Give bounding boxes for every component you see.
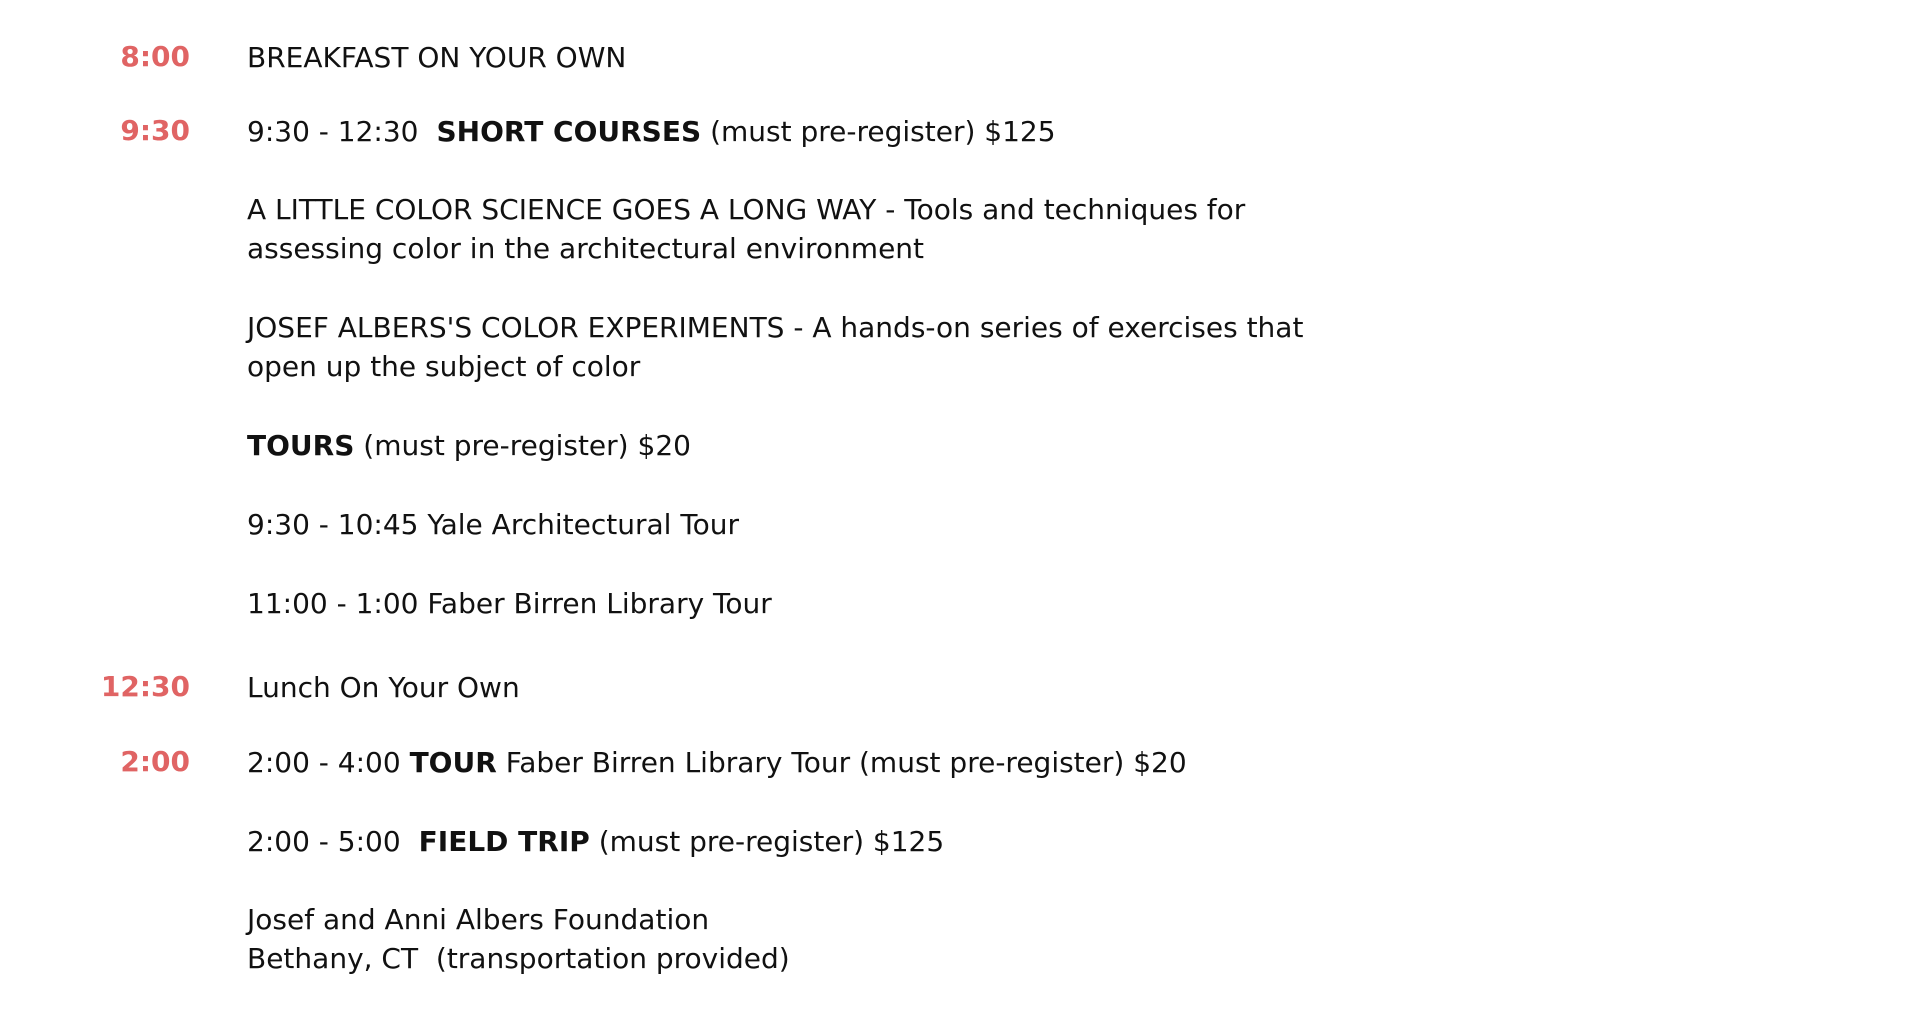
location-address-line: Bethany, CT (transportation provided) (247, 942, 790, 975)
entry-time-range: 2:00 - 5:00 (247, 825, 401, 858)
entry-heading: FIELD TRIP (418, 825, 590, 858)
schedule-entry (247, 112, 1056, 151)
course-description-line: assessing color in the architectural environment (247, 232, 925, 265)
course-title-line: JOSEF ALBERS'S COLOR EXPERIMENTS - A hands-on series of exercises that (247, 311, 1304, 344)
entry-heading: TOURS (247, 429, 355, 462)
entry-heading: SHORT COURSES (436, 115, 702, 148)
location-name-line: Josef and Anni Albers Foundation (247, 903, 710, 936)
schedule-entry (247, 668, 520, 707)
time-label: 8:00 (120, 40, 190, 73)
schedule-entry (247, 900, 790, 978)
entry-detail: Faber Birren Library Tour (must pre-register) $20 (505, 746, 1187, 779)
entry-text: 11:00 - 1:00 Faber Birren Library Tour (247, 587, 772, 620)
entry-text: BREAKFAST ON YOUR OWN (247, 41, 627, 74)
schedule-entry (247, 426, 691, 465)
schedule-entry (247, 743, 1187, 782)
schedule-entry (247, 505, 739, 544)
entry-text: 9:30 - 10:45 Yale Architectural Tour (247, 508, 740, 541)
entry-time-range: 2:00 - 4:00 (247, 746, 401, 779)
entry-detail: (must pre-register) $20 (363, 429, 691, 462)
entry-time-range: 9:30 - 12:30 (247, 115, 419, 148)
entry-heading: TOUR (409, 746, 497, 779)
entry-detail: (must pre-register) $125 (710, 115, 1056, 148)
schedule-entry (247, 308, 1303, 386)
entry-text: Lunch On Your Own (247, 671, 520, 704)
schedule-entry (247, 38, 626, 77)
course-description-line: open up the subject of color (247, 350, 641, 383)
course-title-line: A LITTLE COLOR SCIENCE GOES A LONG WAY - Tools and techniques for (247, 193, 1246, 226)
entry-detail: (must pre-register) $125 (598, 825, 945, 858)
schedule-entry (247, 190, 1245, 268)
time-label: 2:00 (120, 745, 190, 778)
time-label: 9:30 (120, 114, 190, 147)
schedule-entry (247, 822, 944, 861)
schedule-entry (247, 584, 772, 623)
time-label: 12:30 (100, 670, 190, 703)
